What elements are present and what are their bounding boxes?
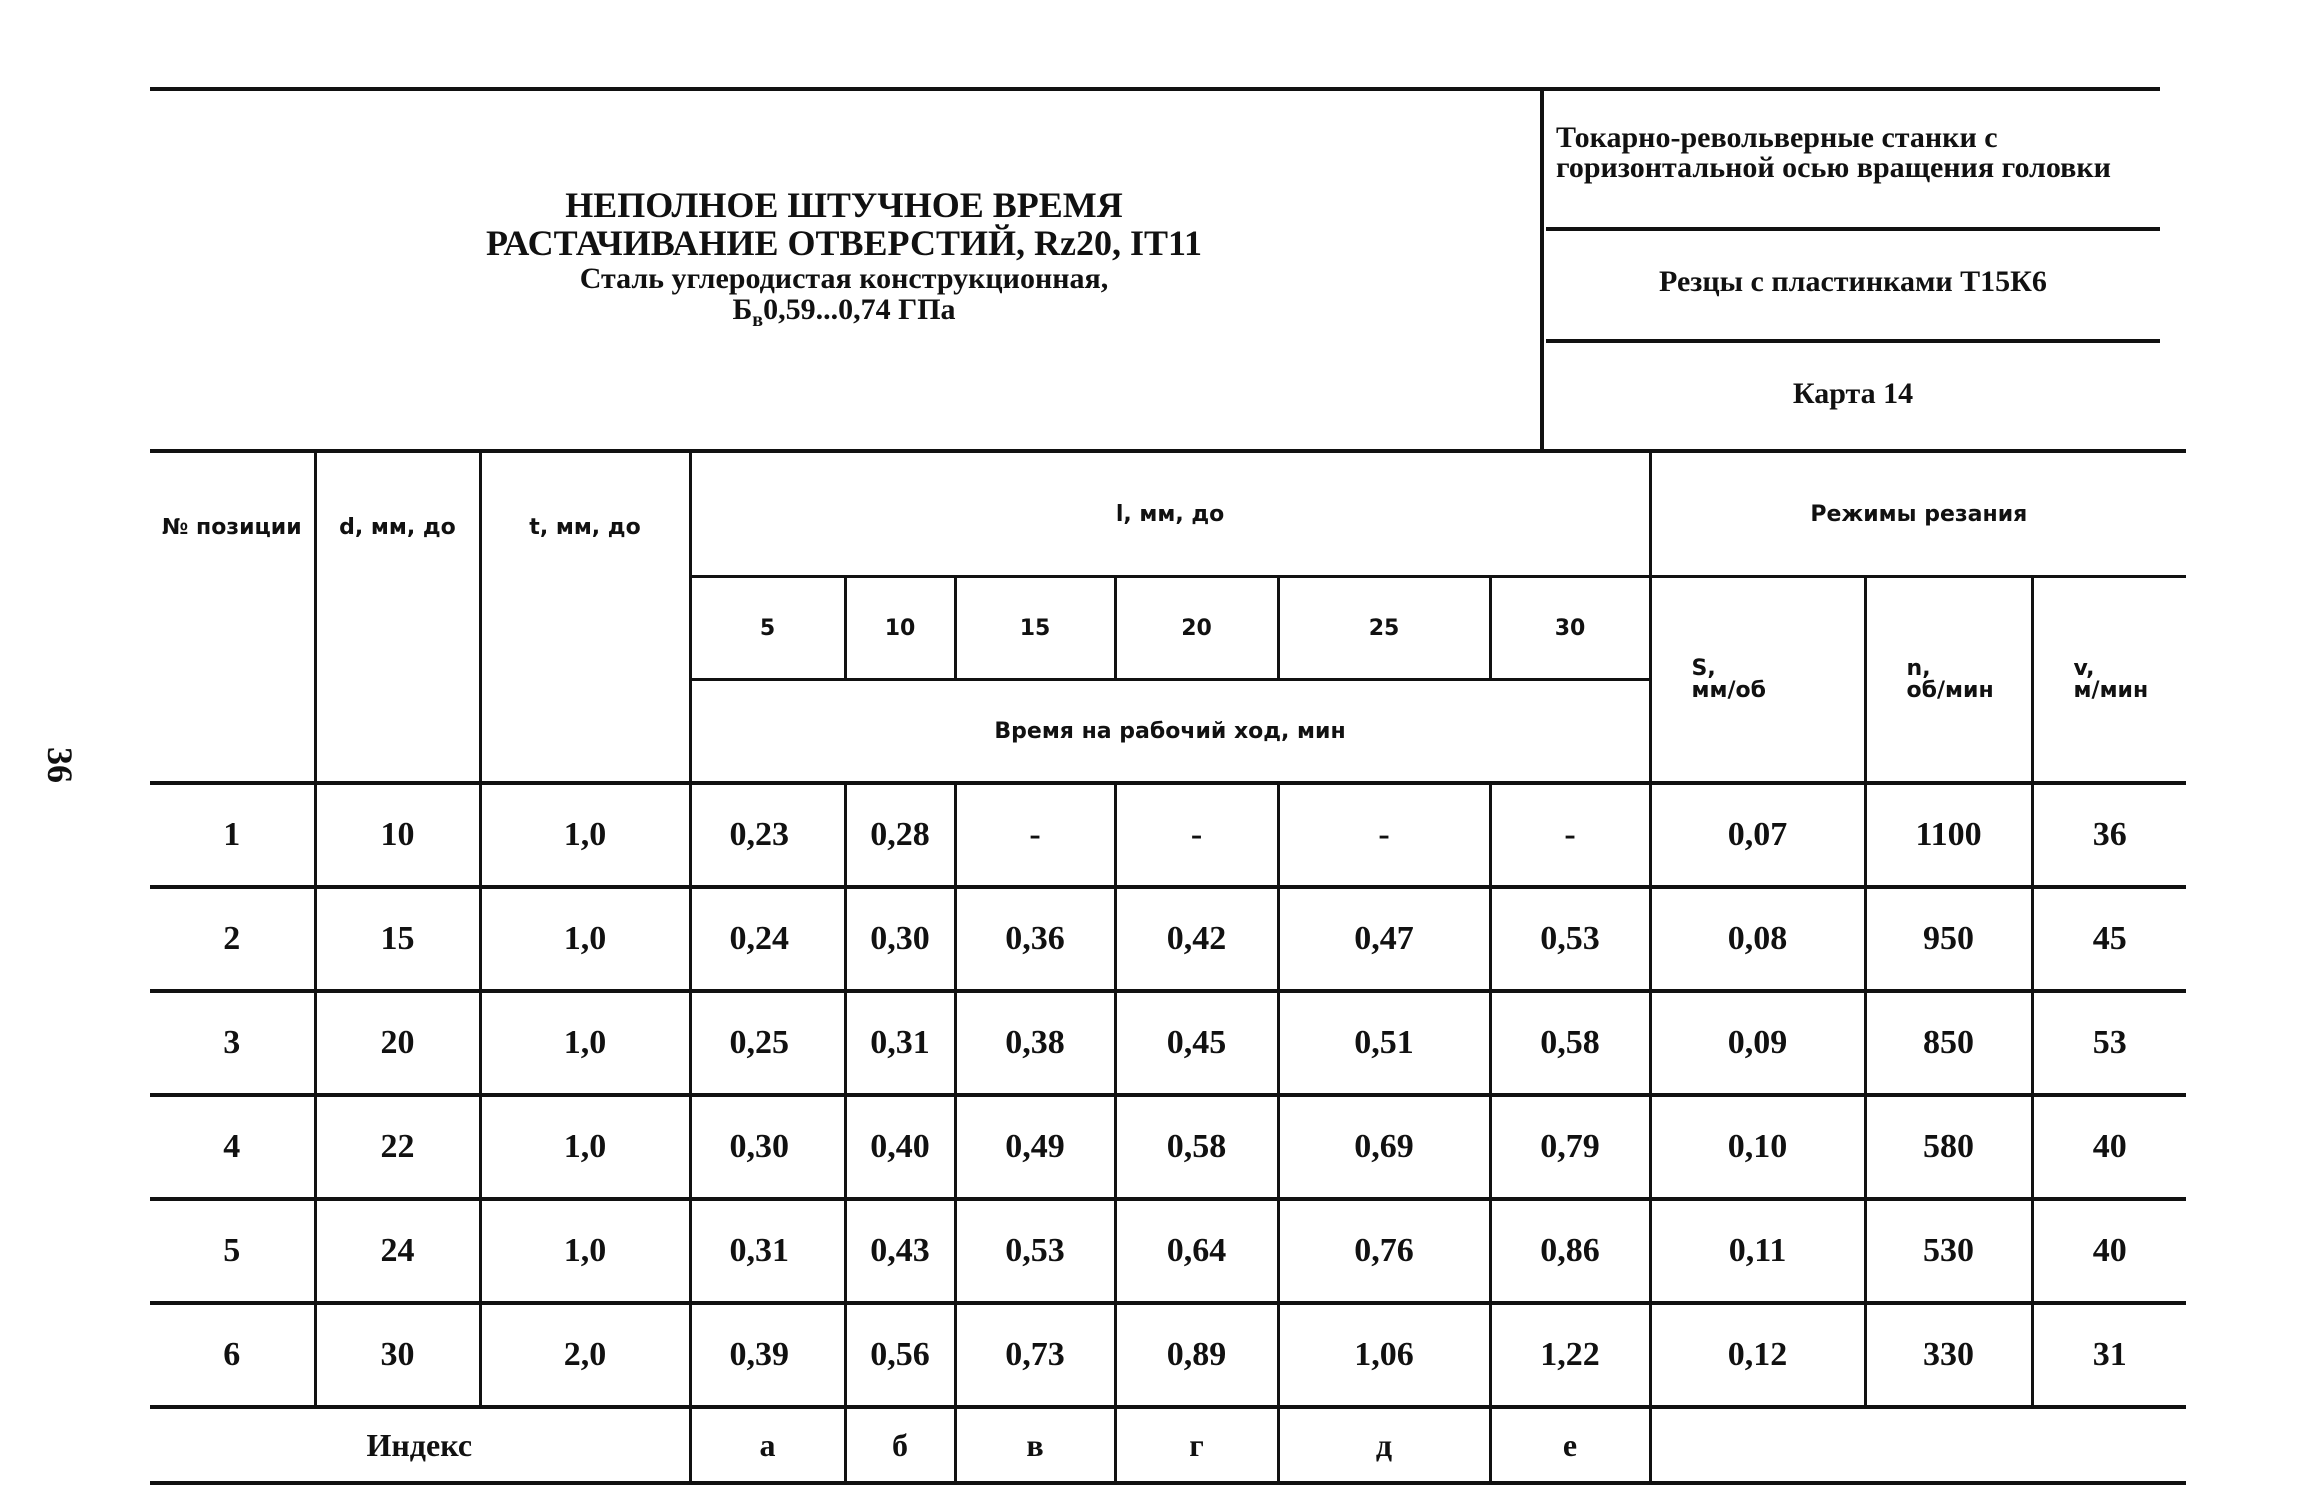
cell-s: 0,08: [1650, 887, 1865, 991]
index-empty: [1650, 1407, 2186, 1483]
cell-time-a: 0,24: [690, 887, 845, 991]
cell-position: 2: [150, 887, 315, 991]
title-line-2: РАСТАЧИВАНИЕ ОТВЕРСТИЙ, Rz20, IT11: [485, 222, 1202, 263]
cell-time-d: 0,69: [1278, 1095, 1490, 1199]
cell-n: 530: [1865, 1199, 2032, 1303]
cell-n: 850: [1865, 991, 2032, 1095]
l-value-10: 10: [845, 577, 955, 680]
cell-n: 330: [1865, 1303, 2032, 1407]
cell-time-v: 0,49: [955, 1095, 1115, 1199]
index-g: г: [1115, 1407, 1278, 1483]
cell-time-a: 0,30: [690, 1095, 845, 1199]
title-line-4: [150, 294, 1538, 331]
cell-v: 45: [2032, 887, 2186, 991]
cell-time-a: 0,23: [690, 783, 845, 887]
header-cutting-modes: Режимы резания: [1650, 451, 2186, 577]
table-row: [150, 991, 2186, 1095]
table-row: [150, 783, 2186, 887]
cell-position: 4: [150, 1095, 315, 1199]
header-right-panel: [1546, 87, 2160, 449]
cell-time-d: 1,06: [1278, 1303, 1490, 1407]
cell-time-g: 0,45: [1115, 991, 1278, 1095]
cell-t: 1,0: [480, 991, 690, 1095]
cell-d: 20: [315, 991, 480, 1095]
cell-t: 2,0: [480, 1303, 690, 1407]
cell-d: 22: [315, 1095, 480, 1199]
l-value-5: 5: [690, 577, 845, 680]
header-v: [2032, 577, 2186, 784]
cell-position: 5: [150, 1199, 315, 1303]
title-block: [150, 187, 1538, 331]
cell-time-a: 0,31: [690, 1199, 845, 1303]
cell-d: 30: [315, 1303, 480, 1407]
cell-time-g: 0,42: [1115, 887, 1278, 991]
cell-time-a: 0,25: [690, 991, 845, 1095]
cell-time-v: 0,73: [955, 1303, 1115, 1407]
cell-v: 36: [2032, 783, 2186, 887]
cell-position: 6: [150, 1303, 315, 1407]
sigma-subscript: в: [752, 309, 764, 332]
header-n: [1865, 577, 2032, 784]
cell-time-b: 0,28: [845, 783, 955, 887]
cell-t: 1,0: [480, 1199, 690, 1303]
cell-time-e: 0,79: [1490, 1095, 1650, 1199]
index-v: в: [955, 1407, 1115, 1483]
cell-s: 0,10: [1650, 1095, 1865, 1199]
cell-t: 1,0: [480, 1095, 690, 1199]
cell-v: 31: [2032, 1303, 2186, 1407]
machine-type-line-1: Токарно-револьверные станки с: [1556, 121, 1998, 154]
cell-time-b: 0,30: [845, 887, 955, 991]
index-row: [150, 1407, 2186, 1483]
header-v-unit: м/мин: [2073, 677, 2149, 703]
header-s-unit: мм/об: [1691, 677, 1767, 703]
cell-time-v: 0,53: [955, 1199, 1115, 1303]
index-d: д: [1278, 1407, 1490, 1483]
l-value-15: 15: [955, 577, 1115, 680]
cell-time-b: 0,31: [845, 991, 955, 1095]
cell-time-b: 0,40: [845, 1095, 955, 1199]
header-rule-2: [1546, 339, 2160, 343]
cell-time-g: 0,89: [1115, 1303, 1278, 1407]
cell-time-e: 0,53: [1490, 887, 1650, 991]
cell-s: 0,12: [1650, 1303, 1865, 1407]
header-s: [1650, 577, 1865, 784]
cell-time-e: 0,86: [1490, 1199, 1650, 1303]
title-line-1: НЕПОЛНОЕ ШТУЧНОЕ ВРЕМЯ: [565, 185, 1123, 225]
cell-n: 580: [1865, 1095, 2032, 1199]
strength-range: 0,59...0,74 ГПа: [763, 293, 956, 327]
header-n-unit: об/мин: [1906, 677, 1994, 703]
machine-type: [1556, 123, 2111, 183]
time-table: [150, 449, 2186, 1485]
cell-time-b: 0,43: [845, 1199, 955, 1303]
cell-time-v: -: [955, 783, 1115, 887]
cell-time-v: 0,36: [955, 887, 1115, 991]
table-row: [150, 1199, 2186, 1303]
cell-time-d: 0,47: [1278, 887, 1490, 991]
index-e: е: [1490, 1407, 1650, 1483]
cell-d: 15: [315, 887, 480, 991]
cell-time-d: 0,51: [1278, 991, 1490, 1095]
header-n-symbol: n,: [1906, 655, 1931, 681]
cell-time-d: 0,76: [1278, 1199, 1490, 1303]
tool-type: Резцы с пластинками Т15К6: [1659, 265, 2047, 298]
index-label: Индекс: [150, 1407, 690, 1483]
cell-t: 1,0: [480, 887, 690, 991]
header-vertical-divider: [1540, 87, 1544, 449]
card-header: [150, 87, 2160, 449]
header-d: d, мм, до: [315, 451, 480, 783]
cell-s: 0,07: [1650, 783, 1865, 887]
cell-position: 3: [150, 991, 315, 1095]
cell-time-g: 0,58: [1115, 1095, 1278, 1199]
cell-time-b: 0,56: [845, 1303, 955, 1407]
cell-v: 40: [2032, 1199, 2186, 1303]
l-value-30: 30: [1490, 577, 1650, 680]
table-row: [150, 887, 2186, 991]
cell-position: 1: [150, 783, 315, 887]
header-position: № позиции: [150, 451, 315, 783]
cell-time-a: 0,39: [690, 1303, 845, 1407]
table-row: [150, 1303, 2186, 1407]
card-number: Карта 14: [1792, 377, 1914, 410]
cell-t: 1,0: [480, 783, 690, 887]
sigma-symbol: Б: [732, 293, 753, 327]
header-time: Время на рабочий ход, мин: [690, 680, 1650, 784]
cell-n: 1100: [1865, 783, 2032, 887]
l-value-25: 25: [1278, 577, 1490, 680]
header-v-symbol: v,: [2073, 655, 2095, 681]
cell-time-e: 1,22: [1490, 1303, 1650, 1407]
index-b: б: [845, 1407, 955, 1483]
cell-s: 0,11: [1650, 1199, 1865, 1303]
header-s-symbol: S,: [1691, 655, 1716, 681]
table-row: [150, 1095, 2186, 1199]
cell-d: 24: [315, 1199, 480, 1303]
cell-d: 10: [315, 783, 480, 887]
header-t: t, мм, до: [480, 451, 690, 783]
cell-time-g: -: [1115, 783, 1278, 887]
l-value-20: 20: [1115, 577, 1278, 680]
title-line-3: Сталь углеродистая конструкционная,: [579, 261, 1109, 295]
cell-time-d: -: [1278, 783, 1490, 887]
cell-time-e: 0,58: [1490, 991, 1650, 1095]
cell-n: 950: [1865, 887, 2032, 991]
machine-type-line-2: горизонтальной осью вращения головки: [1556, 151, 2111, 184]
index-a: а: [690, 1407, 845, 1483]
cell-time-e: -: [1490, 783, 1650, 887]
header-l: l, мм, до: [690, 451, 1650, 577]
header-rule-1: [1546, 227, 2160, 231]
page-number: 36: [40, 747, 80, 783]
cell-time-g: 0,64: [1115, 1199, 1278, 1303]
cell-s: 0,09: [1650, 991, 1865, 1095]
cell-v: 53: [2032, 991, 2186, 1095]
cell-time-v: 0,38: [955, 991, 1115, 1095]
cell-v: 40: [2032, 1095, 2186, 1199]
